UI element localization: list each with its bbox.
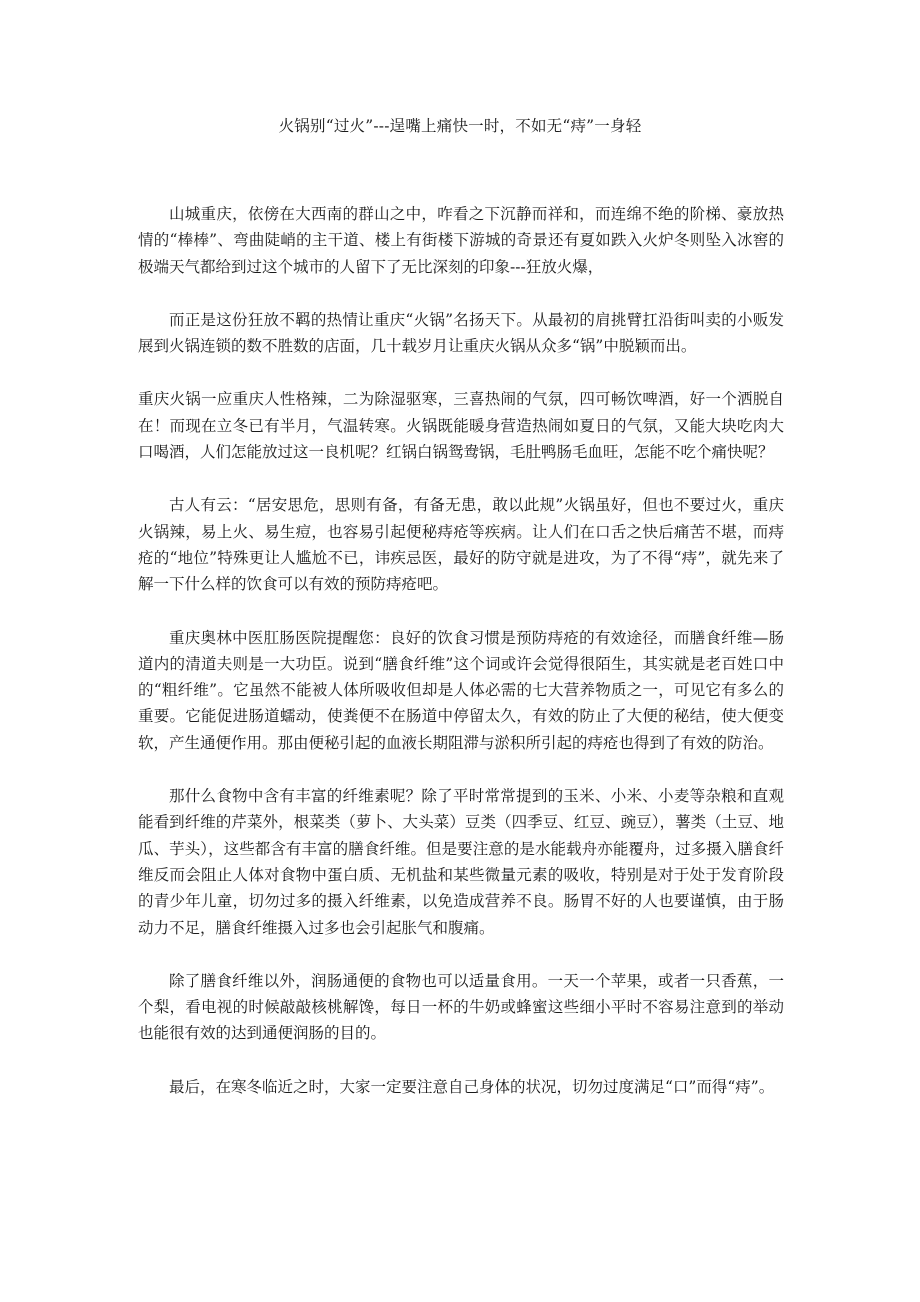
document-body [138, 201, 784, 1127]
paragraph-fame: 而正是这份狂放不羁的热情让重庆“火锅”名扬天下。从最初的肩挑臂扛沿街叫卖的小贩发展到火锅连锁的数不胜数的店面，几十载岁月让重庆火锅从众多“锅”中脱颖而出。 [138, 310, 784, 356]
paragraph-conclusion: 最后，在寒冬临近之时，大家一定要注意自己身体的状况，切勿过度满足“口”而得“痔”。 [169, 1077, 775, 1096]
paragraph-reasons: 重庆火锅一应重庆人性格辣，二为除湿驱寒，三喜热闹的气氛，四可畅饮啤酒，好一个洒脱自在！而现在立冬已有半月，气温转寒。火锅既能暖身营造热闹如夏日的气氛，又能大块吃肉大口喝酒，人们怎能放过这一良机呢？红锅白锅鸳鸯锅，毛肚鸭肠毛血旺，怎能不吃个痛快呢？ [138, 390, 784, 462]
paragraph-intro: 山城重庆，依傍在大西南的群山之中，咋看之下沉静而祥和，而连绵不绝的阶梯、豪放热情的“棒棒”、弯曲陡峭的主干道、楼上有街楼下游城的奇景还有夏如跌入火炉冬则坠入冰窖的极端天气都给到过这个城市的人留下了无比深刻的印象---狂放火爆， [138, 205, 784, 276]
paragraph-other-foods: 除了膳食纤维以外，润肠通便的食物也可以适量食用。一天一个苹果，或者一只香蕉，一个梨，看电视的时候敲敲核桃解馋，每日一杯的牛奶或蜂蜜这些细小平时不容易注意到的举动也能很有效的达到通便润肠的目的。 [138, 971, 784, 1043]
document-title: 火锅别“过火”---逞嘴上痛快一时，不如无“痔”一身轻 [278, 117, 642, 135]
paragraph-fiber: 重庆奥林中医肛肠医院提醒您：良好的饮食习惯是预防痔疮的有效途径，而膳食纤维—肠道内的清道夫则是一大功臣。说到“膳食纤维”这个词或许会觉得很陌生，其实就是老百姓口中的“粗纤维”。它虽然不能被人体所吸收但却是人体必需的七大营养物质之一，可见它有多么的重要。它能促进肠道蠕动，使粪便不在肠道中停留太久，有效的防止了大便的秘结，使大便变软，产生通便作用。那由便秘引起的血液长期阻滞与淤积所引起的痔疮也得到了有效的防治。 [138, 628, 784, 752]
paragraph-warning: 古人有云：“居安思危，思则有备，有备无患，敢以此规”火锅虽好，但也不要过火，重庆火锅辣，易上火、易生痘，也容易引起便秘痔疮等疾病。让人们在口舌之快后痛苦不堪，而痔疮的“地位”特殊更让人尴尬不已，讳疾忌医，最好的防守就是进攻，为了不得“痔”，就先来了解一下什么样的饮食可以有效的预防痔疮吧。 [138, 496, 784, 594]
paragraph-foods: 那什么食物中含有丰富的纤维素呢？除了平时常常提到的玉米、小米、小麦等杂粮和直观能看到纤维的芹菜外，根菜类（萝卜、大头菜）豆类（四季豆、红豆、豌豆），薯类（土豆、地瓜、芋头），这些都含有丰富的膳食纤维。但是要注意的是水能载舟亦能覆舟，过多摄入膳食纤维反而会阻止人体对食物中蛋白质、无机盐和某些微量元素的吸收，特别是对于处于发育阶段的青少年儿童，切勿过多的摄入纤维素，以免造成营养不良。肠胃不好的人也要谨慎，由于肠动力不足，膳食纤维摄入过多也会引起胀气和腹痛。 [138, 787, 784, 937]
